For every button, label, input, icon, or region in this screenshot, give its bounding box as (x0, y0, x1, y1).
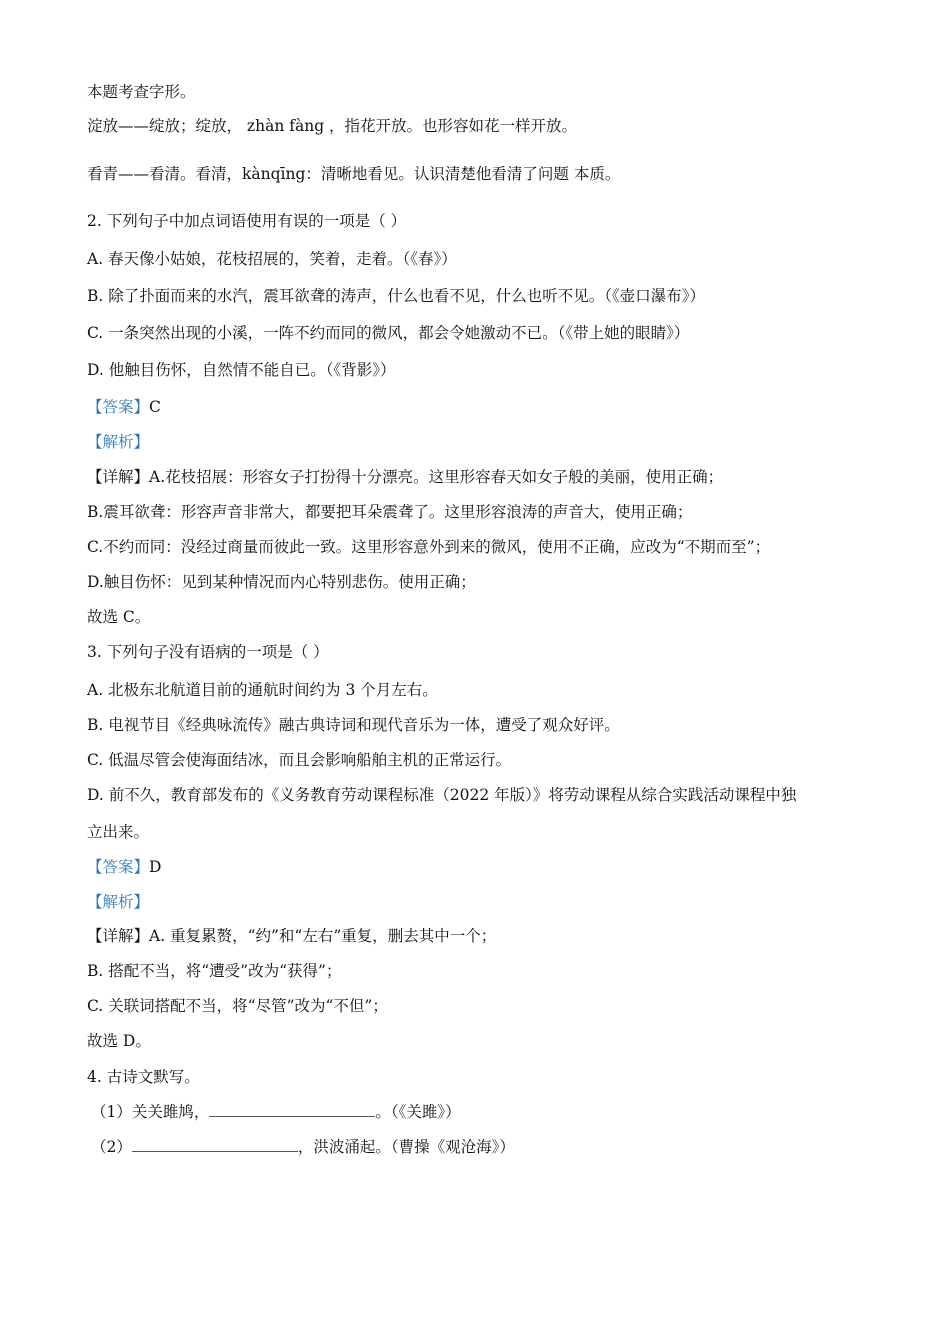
q3-answer-value: D (149, 858, 162, 876)
q4-item-2-suffix: ，洪波涌起。（曹操《观沧海》） (297, 1138, 515, 1156)
q3-stem: 3. 下列句子没有语病的一项是（ ） (87, 643, 329, 661)
q2-detail-4: D.触目伤怀：见到某种情况而内心特别悲伤。使用正确； (87, 573, 476, 591)
q4-item-2-prefix: （2） (91, 1138, 132, 1156)
q2-answer-value: C (149, 398, 161, 416)
intro-line-2: 淀放——绽放；绽放， zhàn fàng ，指花开放。也形容如花一样开放。 (87, 117, 578, 135)
q3-analysis-tag: 【解析】 (87, 893, 150, 911)
q2-option-c: C. 一条突然出现的小溪，一阵不约而同的微风，都会令她激动不已。（《带上她的眼睛》） (87, 324, 690, 342)
q4-item-2-blank[interactable] (132, 1137, 298, 1152)
q3-detail-tag: 【详解】 (87, 927, 150, 945)
q3-option-c: C. 低温尽管会使海面结冰，而且会影响船舶主机的正常运行。 (87, 751, 512, 769)
q2-detail-1 (87, 467, 723, 487)
q2-analysis-tag: 【解析】 (87, 433, 150, 451)
q2-option-a: A. 春天像小姑娘，花枝招展的，笑着，走着。（《春》） (87, 250, 457, 268)
q3-detail-3: C. 关联词搭配不当，将“尽管”改为“不但”； (87, 997, 388, 1015)
q3-option-a: A. 北极东北航道目前的通航时间约为 3 个月左右。 (87, 681, 438, 699)
q2-detail-2: B.震耳欲聋：形容声音非常大，都要把耳朵震聋了。这里形容浪涛的声音大，使用正确； (87, 503, 693, 521)
q4-item-1-blank[interactable] (209, 1102, 375, 1117)
q3-option-b: B. 电视节目《经典咏流传》融古典诗词和现代音乐为一体，遭受了观众好评。 (87, 716, 620, 734)
q2-detail-tag: 【详解】 (87, 468, 150, 486)
q4-item-2 (91, 1137, 515, 1157)
q2-detail-3: C.不约而同：没经过商量而彼此一致。这里形容意外到来的微风，使用不正确，应改为“不期而至”； (87, 538, 771, 556)
q3-answer-tag: 【答案】 (87, 858, 150, 876)
q2-option-b: B. 除了扑面而来的水汽，震耳欲聋的涛声，什么也看不见，什么也听不见。（《壶口瀑布》） (87, 287, 705, 305)
q3-option-d-line-2: 立出来。 (87, 823, 150, 841)
intro-line-1: 本题考查字形。 (87, 83, 196, 101)
q2-option-d: D. 他触目伤怀，自然情不能自已。（《背影》） (87, 361, 396, 379)
q3-detail-2: B. 搭配不当，将“遭受”改为“获得”； (87, 962, 342, 980)
q4-item-1-suffix: 。（《关雎》） (375, 1103, 461, 1121)
q3-detail-1 (87, 926, 496, 946)
q3-conclusion: 故选 D。 (87, 1032, 151, 1050)
q2-conclusion: 故选 C。 (87, 608, 151, 626)
q2-stem: 2. 下列句子中加点词语使用有误的一项是（ ） (87, 212, 407, 230)
q2-detail-1-text: A.花枝招展：形容女子打扮得十分漂亮。这里形容春天如女子般的美丽，使用正确； (149, 468, 724, 486)
intro-line-3: 看青——看清。看清，kànqīng：清晰地看见。认识清楚他看清了问题 本质。 (87, 165, 621, 183)
q4-stem: 4. 古诗文默写。 (87, 1068, 200, 1086)
q2-answer-tag: 【答案】 (87, 398, 150, 416)
q3-answer-line (87, 857, 161, 877)
q4-item-1-prefix: （1）关关雎鸠， (91, 1103, 210, 1121)
q2-answer-line (87, 397, 161, 417)
q4-item-1 (91, 1102, 461, 1122)
q3-option-d-line-1: D. 前不久，教育部发布的《义务教育劳动课程标准（2022 年版）》将劳动课程从综合实践活动课程中独 (87, 786, 797, 804)
q3-detail-1-text: A. 重复累赘，“约”和“左右”重复，删去其中一个； (149, 927, 497, 945)
